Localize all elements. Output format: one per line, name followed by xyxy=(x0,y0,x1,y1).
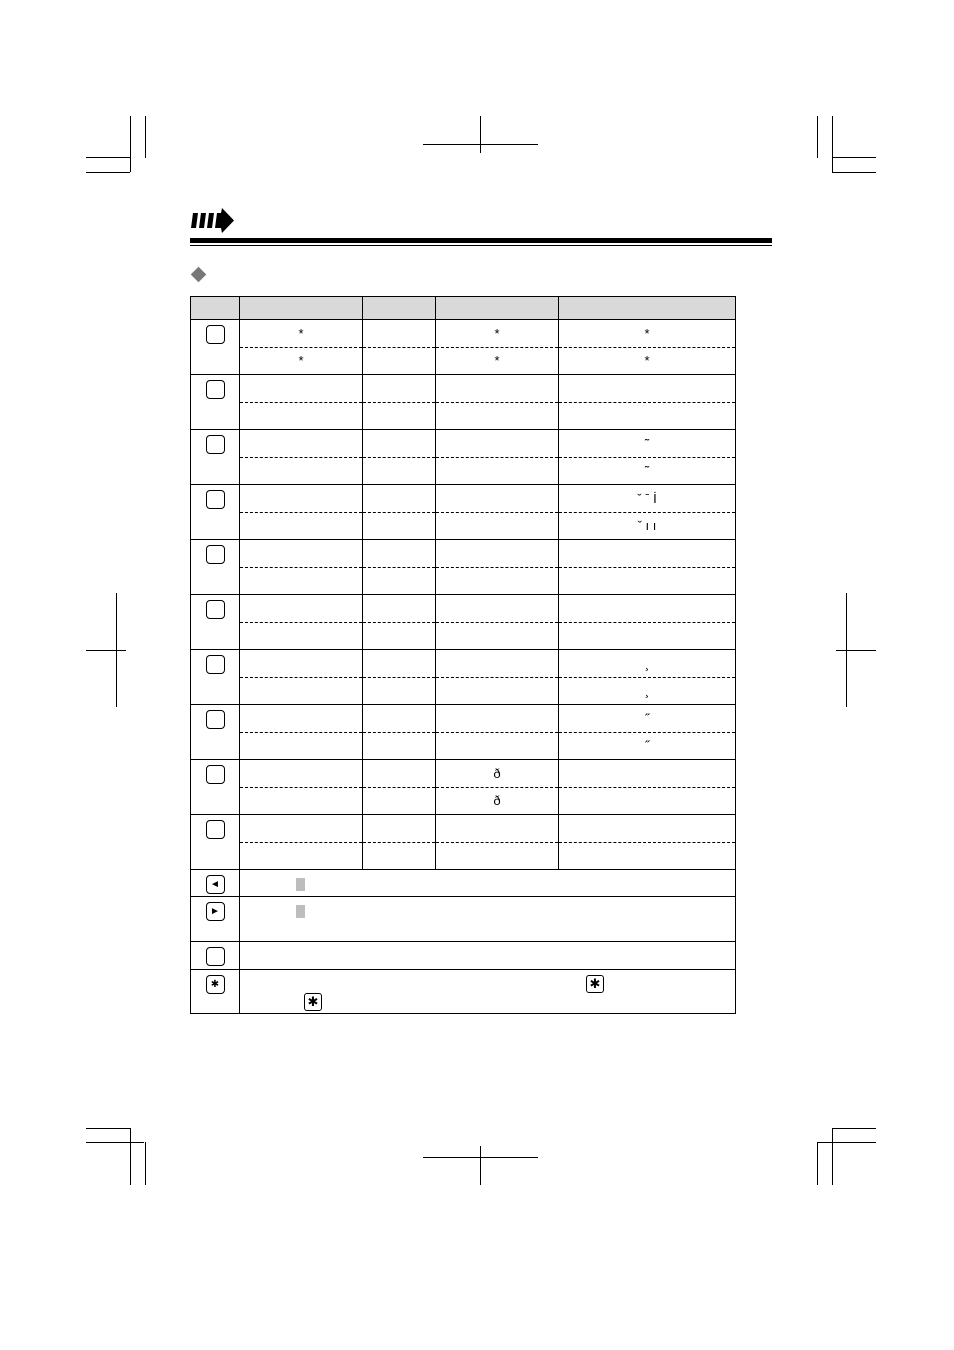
char-cell xyxy=(436,485,558,513)
char-cell xyxy=(559,623,735,650)
char-cell xyxy=(240,458,362,485)
key-icon xyxy=(206,380,225,399)
char-cell xyxy=(363,513,435,540)
char-cell xyxy=(363,430,435,458)
key-icon xyxy=(206,325,225,344)
char-cell: ˇ ˉ İ xyxy=(559,485,735,513)
header-rule-thick xyxy=(190,238,772,243)
header-cell-col3 xyxy=(436,297,559,320)
crop-mark xyxy=(130,116,131,172)
header-cell-col2 xyxy=(363,297,436,320)
char-cell xyxy=(240,760,362,788)
char-cell: ð xyxy=(436,760,558,788)
char-cell xyxy=(559,375,735,403)
char-cell: ˝ xyxy=(559,705,735,733)
char-cell xyxy=(436,568,558,595)
crop-mark xyxy=(817,1142,818,1185)
header-cell-col1 xyxy=(240,297,363,320)
char-cell xyxy=(363,320,435,348)
char-cell xyxy=(559,815,735,843)
crop-mark xyxy=(832,1128,833,1185)
crop-mark xyxy=(145,1142,146,1185)
table-row-star-key xyxy=(191,970,736,1014)
description-cell xyxy=(240,942,736,970)
table-row xyxy=(191,595,736,650)
char-cell xyxy=(240,430,362,458)
char-cell: ð xyxy=(493,793,501,809)
key-icon xyxy=(206,545,225,564)
char-cell xyxy=(363,595,435,623)
crop-mark xyxy=(480,1146,481,1185)
char-cell xyxy=(559,843,735,870)
crop-mark xyxy=(130,1128,131,1185)
char-cell xyxy=(240,843,362,870)
char-cell xyxy=(240,540,362,568)
char-cell xyxy=(436,375,558,403)
char-cell xyxy=(240,375,362,403)
char-cell xyxy=(363,705,435,733)
crop-mark xyxy=(145,116,146,158)
crop-mark xyxy=(846,593,847,707)
char-cell xyxy=(559,568,735,595)
char-cell xyxy=(240,513,362,540)
char-cell xyxy=(559,760,735,788)
char-cell xyxy=(240,815,362,843)
char-cell: ˜ xyxy=(559,430,735,458)
key-icon xyxy=(206,820,225,839)
table-row xyxy=(191,375,736,430)
description-cell xyxy=(240,897,736,942)
char-cell: ˝ xyxy=(644,738,650,754)
cursor-mark-icon xyxy=(296,878,305,891)
crop-mark xyxy=(817,116,818,158)
char-cell xyxy=(363,403,435,430)
crop-mark xyxy=(86,650,126,651)
char-cell xyxy=(436,705,558,733)
char-cell: ¸ xyxy=(644,683,650,699)
char-cell xyxy=(559,540,735,568)
table-row xyxy=(191,650,736,705)
char-cell xyxy=(240,733,362,760)
char-cell xyxy=(436,733,558,760)
crop-mark xyxy=(832,172,876,173)
char-cell xyxy=(559,595,735,623)
char-cell xyxy=(363,650,435,678)
key-icon xyxy=(206,435,225,454)
crop-mark xyxy=(86,1142,144,1143)
table-row xyxy=(191,815,736,870)
diamond-bullet-icon xyxy=(191,267,207,283)
char-cell xyxy=(240,705,362,733)
char-cell xyxy=(436,650,558,678)
right-arrow-key-icon: ► xyxy=(206,902,225,921)
char-cell: * xyxy=(298,353,304,369)
crop-mark xyxy=(836,650,876,651)
char-cell xyxy=(240,403,362,430)
char-cell: ˜ xyxy=(644,463,650,479)
char-cell xyxy=(436,595,558,623)
char-cell xyxy=(240,788,362,815)
table-row-blank-key xyxy=(191,942,736,970)
char-cell xyxy=(240,623,362,650)
char-cell: * xyxy=(494,353,500,369)
char-cell xyxy=(436,430,558,458)
char-cell xyxy=(363,485,435,513)
char-cell xyxy=(363,788,435,815)
table-header-row xyxy=(191,297,736,320)
crop-mark xyxy=(818,1142,876,1143)
table-row xyxy=(191,485,736,540)
char-cell xyxy=(363,568,435,595)
table-row xyxy=(191,760,736,815)
key-icon xyxy=(206,600,225,619)
char-cell xyxy=(240,595,362,623)
crop-mark xyxy=(832,116,833,172)
table-row xyxy=(191,705,736,760)
star-key-icon: ✱ xyxy=(206,975,225,994)
char-cell xyxy=(363,815,435,843)
char-cell xyxy=(363,458,435,485)
key-icon xyxy=(206,765,225,784)
key-icon xyxy=(206,490,225,509)
char-cell xyxy=(240,568,362,595)
star-key-inline-icon: ✱ xyxy=(586,975,604,993)
header-cell-col4 xyxy=(559,297,736,320)
crop-mark xyxy=(86,172,130,173)
crop-mark xyxy=(832,157,876,158)
char-cell xyxy=(363,733,435,760)
arrow-right-icon xyxy=(190,208,236,234)
description-cell xyxy=(240,870,736,897)
char-cell xyxy=(436,678,558,705)
char-cell xyxy=(436,458,558,485)
char-cell xyxy=(436,623,558,650)
table-row-left-key xyxy=(191,870,736,897)
char-cell xyxy=(436,513,558,540)
table-row xyxy=(191,540,736,595)
char-cell: ˇ ı ı xyxy=(637,518,657,534)
table-row-right-key xyxy=(191,897,736,942)
char-cell xyxy=(240,485,362,513)
char-cell: * xyxy=(559,320,735,348)
crop-mark xyxy=(480,116,481,153)
char-cell xyxy=(363,623,435,650)
crop-mark xyxy=(86,1128,130,1129)
char-cell xyxy=(240,678,362,705)
star-key-inline-icon: ✱ xyxy=(304,993,322,1011)
table-row xyxy=(191,430,736,485)
header-rule-thin xyxy=(190,245,772,246)
char-cell: ¸ xyxy=(559,650,735,678)
char-cell xyxy=(363,843,435,870)
left-arrow-key-icon: ◄ xyxy=(206,875,225,894)
char-cell xyxy=(559,788,735,815)
cursor-mark-icon xyxy=(296,905,305,918)
char-cell xyxy=(436,815,558,843)
crop-mark xyxy=(116,593,117,707)
char-cell: * xyxy=(436,320,558,348)
char-cell xyxy=(559,403,735,430)
key-icon xyxy=(206,710,225,729)
char-cell xyxy=(436,843,558,870)
key-icon xyxy=(206,655,225,674)
char-cell xyxy=(363,375,435,403)
crop-mark xyxy=(86,157,130,158)
char-cell xyxy=(436,403,558,430)
char-cell xyxy=(363,348,435,375)
header-cell-key xyxy=(191,297,240,320)
character-table xyxy=(190,296,736,1014)
char-cell xyxy=(240,650,362,678)
char-cell xyxy=(363,540,435,568)
char-cell: * xyxy=(644,353,650,369)
blank-key-icon xyxy=(206,947,225,966)
table-row xyxy=(191,320,736,375)
char-cell: * xyxy=(240,320,362,348)
char-cell xyxy=(436,540,558,568)
char-cell xyxy=(363,760,435,788)
char-cell xyxy=(363,678,435,705)
description-cell xyxy=(240,970,736,1014)
crop-mark xyxy=(832,1128,876,1129)
